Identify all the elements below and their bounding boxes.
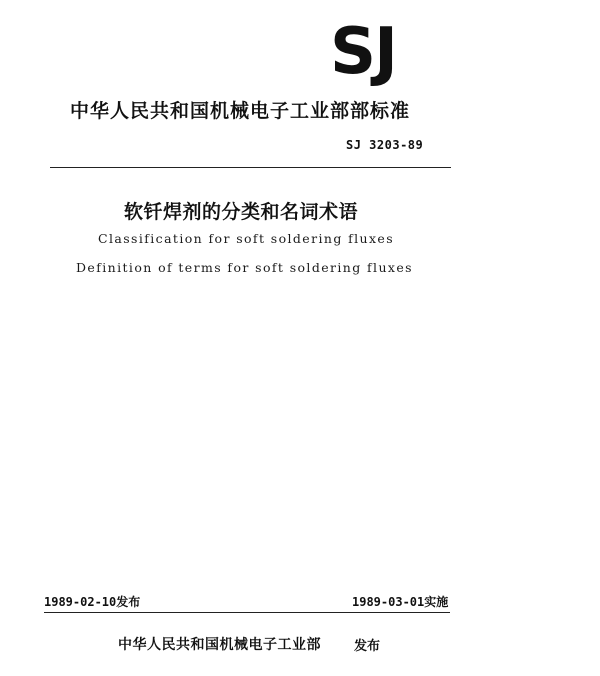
top-divider	[50, 167, 451, 168]
sj-logo: SJ	[330, 15, 396, 89]
issue-date: 1989-02-10发布	[44, 595, 141, 609]
title-chinese: 软钎焊剂的分类和名词术语	[124, 201, 359, 223]
title-english-line1: Classification for soft soldering fluxes	[98, 231, 395, 246]
publisher-name: 中华人民共和国机械电子工业部	[118, 637, 321, 653]
ministry-standard-heading: 中华人民共和国机械电子工业部部标准	[70, 100, 411, 122]
bottom-divider	[44, 612, 450, 613]
effective-date: 1989-03-01实施	[352, 595, 449, 609]
publish-label: 发布	[354, 639, 381, 654]
standard-number: SJ 3203-89	[346, 138, 424, 152]
title-english-line2: Definition of terms for soft soldering fluxes	[76, 260, 413, 275]
